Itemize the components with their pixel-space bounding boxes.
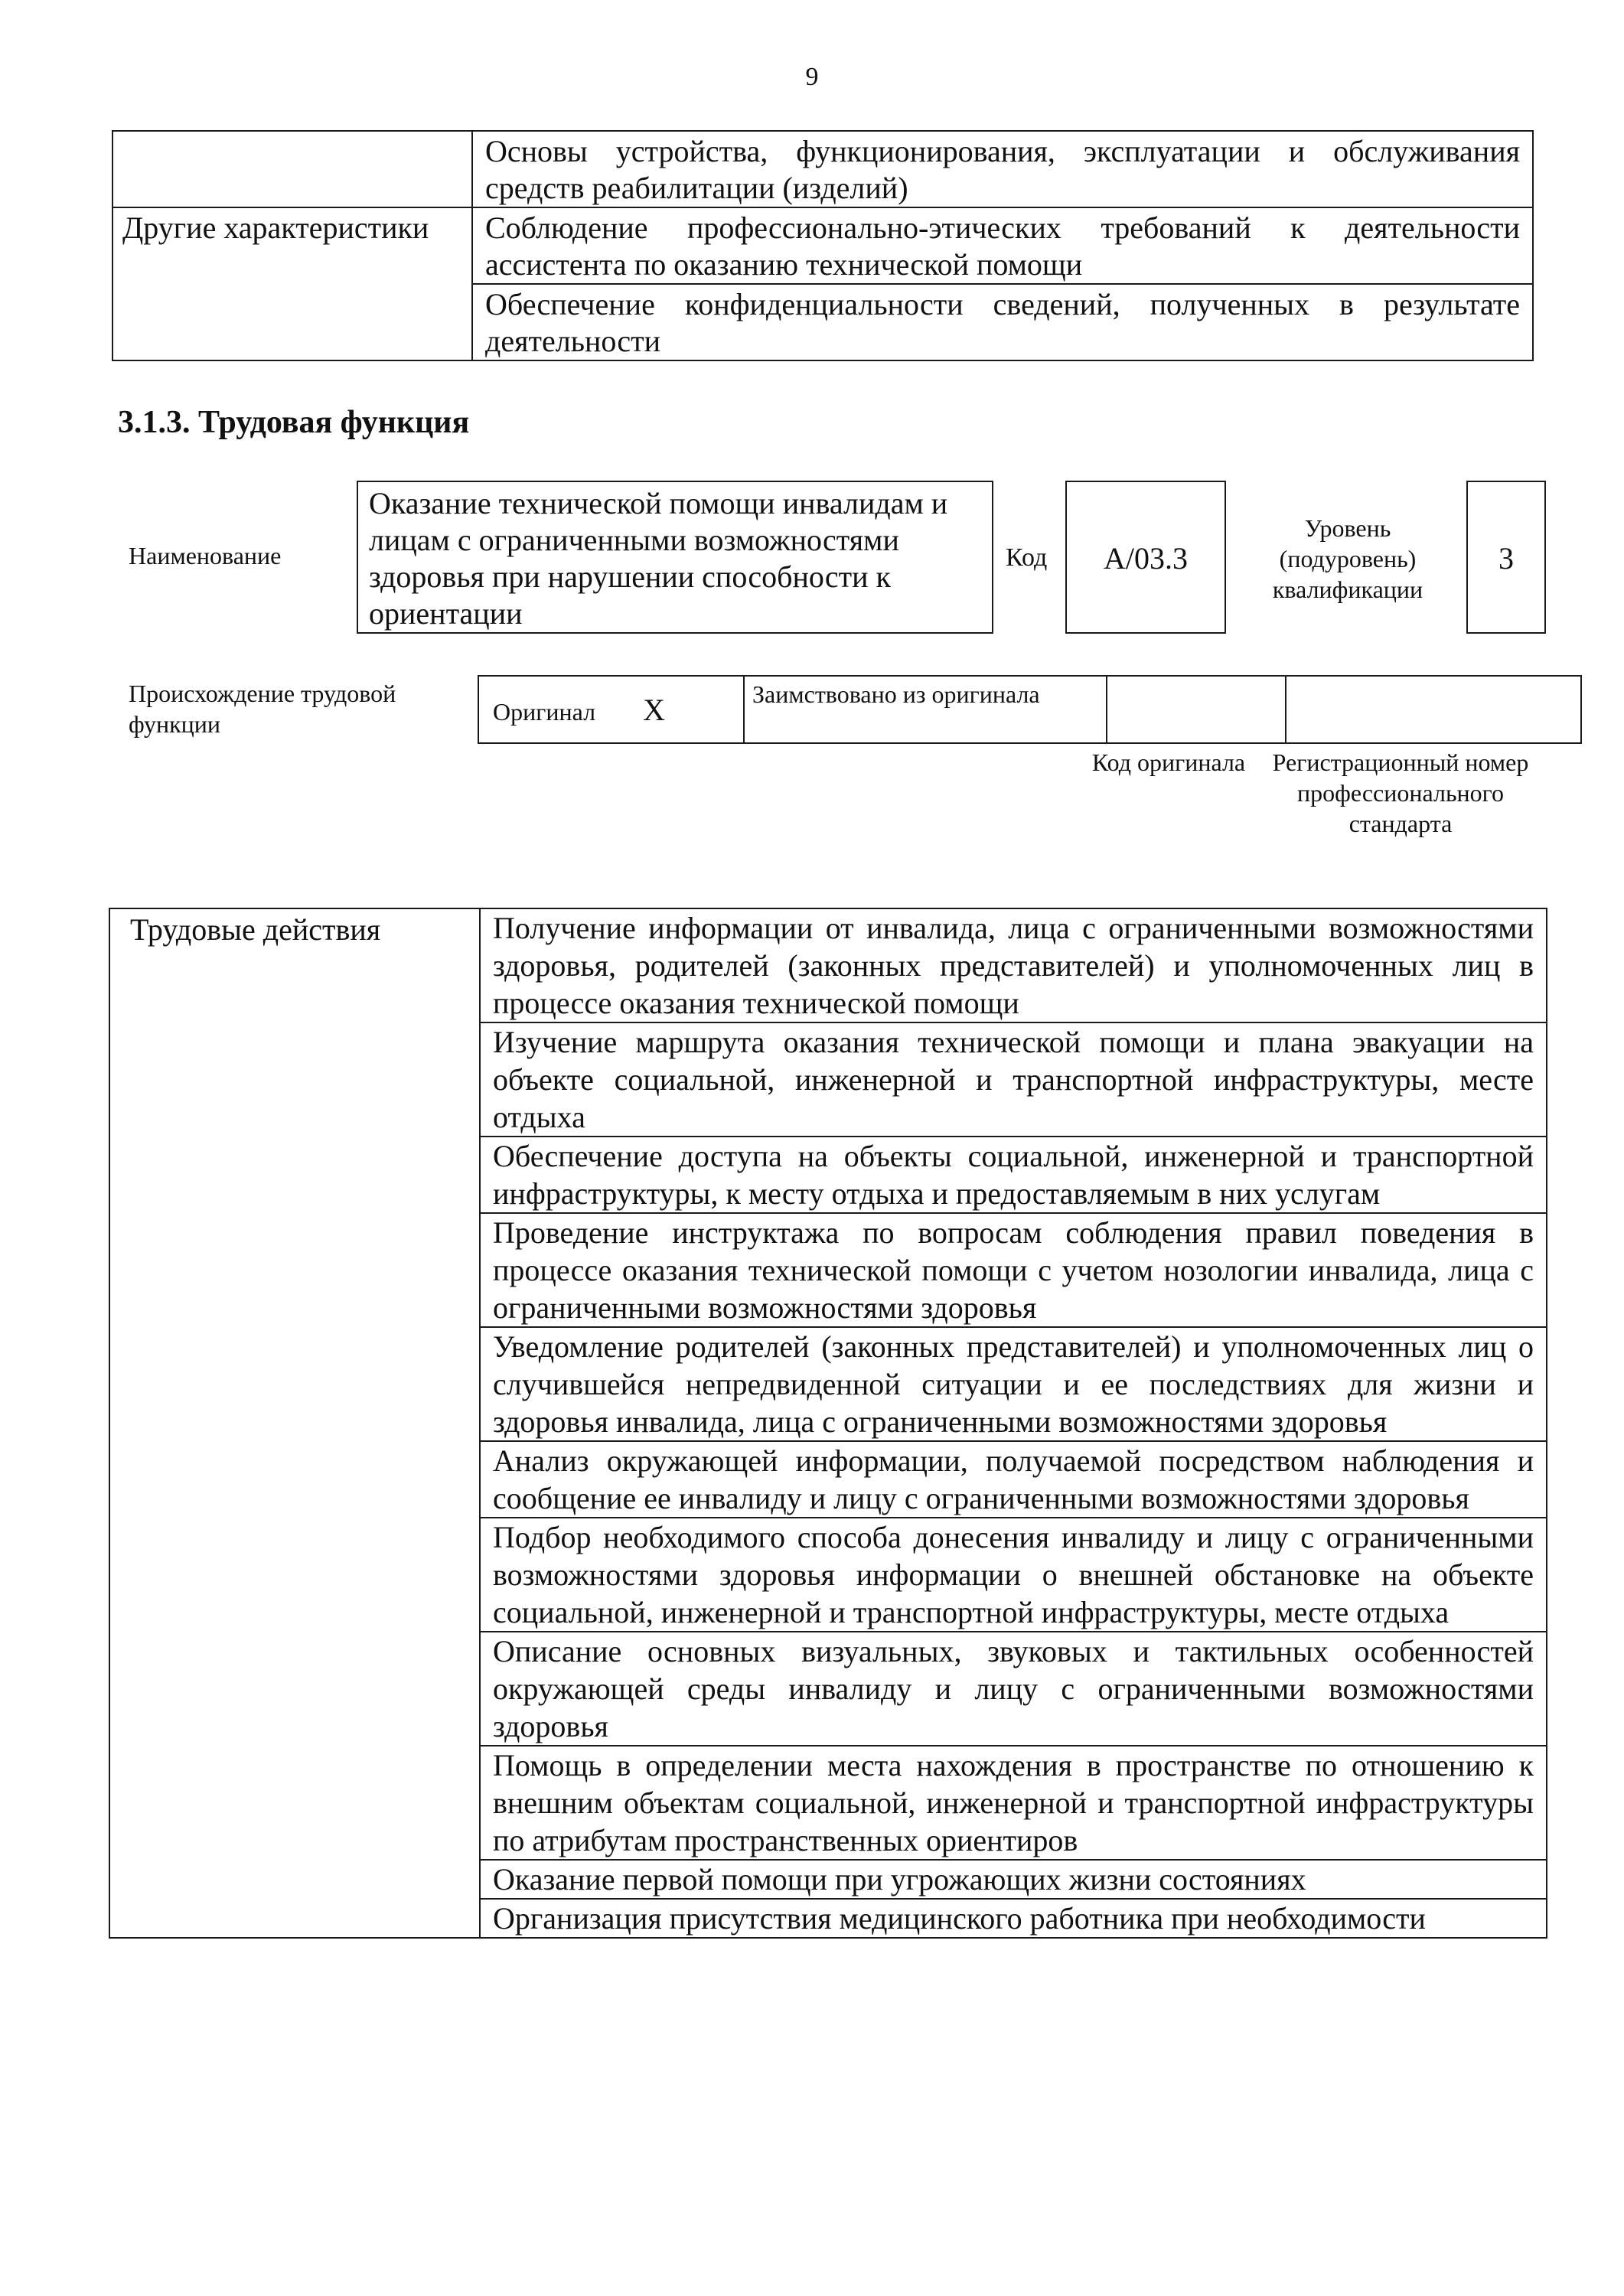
action-cell: Подбор необходимого способа донесения инвалиду и лицу с ограниченными возможностями здоровья информации о внешней обстановке на объекте социальной, инженерной и транспортной инфраструктуры, месте отдыха xyxy=(480,1518,1547,1632)
table-row xyxy=(109,908,1547,1022)
original-label: Оригинал xyxy=(493,697,596,726)
table-row xyxy=(478,676,1581,743)
table-row xyxy=(113,131,1533,207)
empty-cell xyxy=(113,131,472,207)
characteristic-cell: Обеспечение конфиденциальности сведений, полученных в результате деятельности xyxy=(472,284,1533,360)
code-value-box: A/03.3 xyxy=(1065,481,1226,634)
action-cell: Изучение маршрута оказания технической помощи и плана эвакуации на объекте социальной, инженерной и транспортной инфраструктуры, месте отдыха xyxy=(480,1022,1547,1137)
original-cell xyxy=(478,676,744,743)
characteristics-table xyxy=(112,130,1534,361)
action-cell: Уведомление родителей (законных представителей) и уполномоченных лиц о случившейся непредвиденной ситуации и ее последствиях для жизни и здоровья инвалида, лица с ограниченными возможностями здоровья xyxy=(480,1327,1547,1441)
characteristic-cell: Основы устройства, функционирования, эксплуатации и обслуживания средств реабилитации (изделий) xyxy=(472,131,1533,207)
origin-table xyxy=(478,675,1582,744)
action-cell: Обеспечение доступа на объекты социальной, инженерной и транспортной инфраструктуры, к месту отдыха и предоставляемым в них услугам xyxy=(480,1137,1547,1213)
action-cell: Организация присутствия медицинского работника при необходимости xyxy=(480,1899,1547,1938)
registration-caption: Регистрационный номер профессионального стандарта xyxy=(1272,748,1529,837)
section-title: 3.1.3. Трудовая функция xyxy=(118,405,470,440)
labour-actions-label: Трудовые действия xyxy=(109,908,480,1938)
action-cell: Анализ окружающей информации, получаемой посредством наблюдения и сообщение ее инвалиду и лицу с ограниченными возможностями здоровья xyxy=(480,1441,1547,1518)
other-characteristics-text: Другие характеристики xyxy=(122,210,429,245)
code-caption: Код оригинала xyxy=(1091,748,1246,776)
action-cell: Описание основных визуальных, звуковых и тактильных особенностей окружающей среды инвалиду и лицу с ограниченными возможностями здоровья xyxy=(480,1632,1547,1746)
original-code-cell xyxy=(1107,676,1286,743)
original-mark: X xyxy=(643,692,665,727)
table-row xyxy=(113,207,1533,284)
name-label: Наименование xyxy=(129,542,282,569)
borrowed-cell: Заимствовано из оригинала xyxy=(744,676,1107,743)
labour-actions-table xyxy=(109,908,1547,1939)
level-label: Уровень (подуровень) квалификации xyxy=(1272,514,1423,603)
action-cell: Проведение инструктажа по вопросам соблюдения правил поведения в процессе оказания технической помощи с учетом нозологии инвалида, лица с ограниченными возможностями здоровья xyxy=(480,1213,1547,1327)
action-cell: Помощь в определении места нахождения в пространстве по отношению к внешним объектам социальной, инженерной и транспортной инфраструктуры по атрибутам пространственных ориентиров xyxy=(480,1746,1547,1860)
registration-number-cell xyxy=(1286,676,1581,743)
level-value-box: 3 xyxy=(1466,481,1546,634)
action-cell: Получение информации от инвалида, лица с ограниченными возможностями здоровья, родителей (законных представителей) и уполномоченных лиц в процессе оказания технической помощи xyxy=(480,908,1547,1022)
other-characteristics-label xyxy=(113,207,472,360)
page-number: 9 xyxy=(805,63,819,91)
action-cell: Оказание первой помощи при угрожающих жизни состояниях xyxy=(480,1860,1547,1899)
characteristic-cell: Соблюдение профессионально-этических требований к деятельности ассистента по оказанию технической помощи xyxy=(472,207,1533,284)
origin-label: Происхождение трудовой функции xyxy=(129,680,396,738)
function-name-box: Оказание технической помощи инвалидам и лицам с ограниченными возможностями здоровья при нарушении способности к ориентации xyxy=(357,481,993,634)
code-label: Код xyxy=(1006,543,1048,572)
